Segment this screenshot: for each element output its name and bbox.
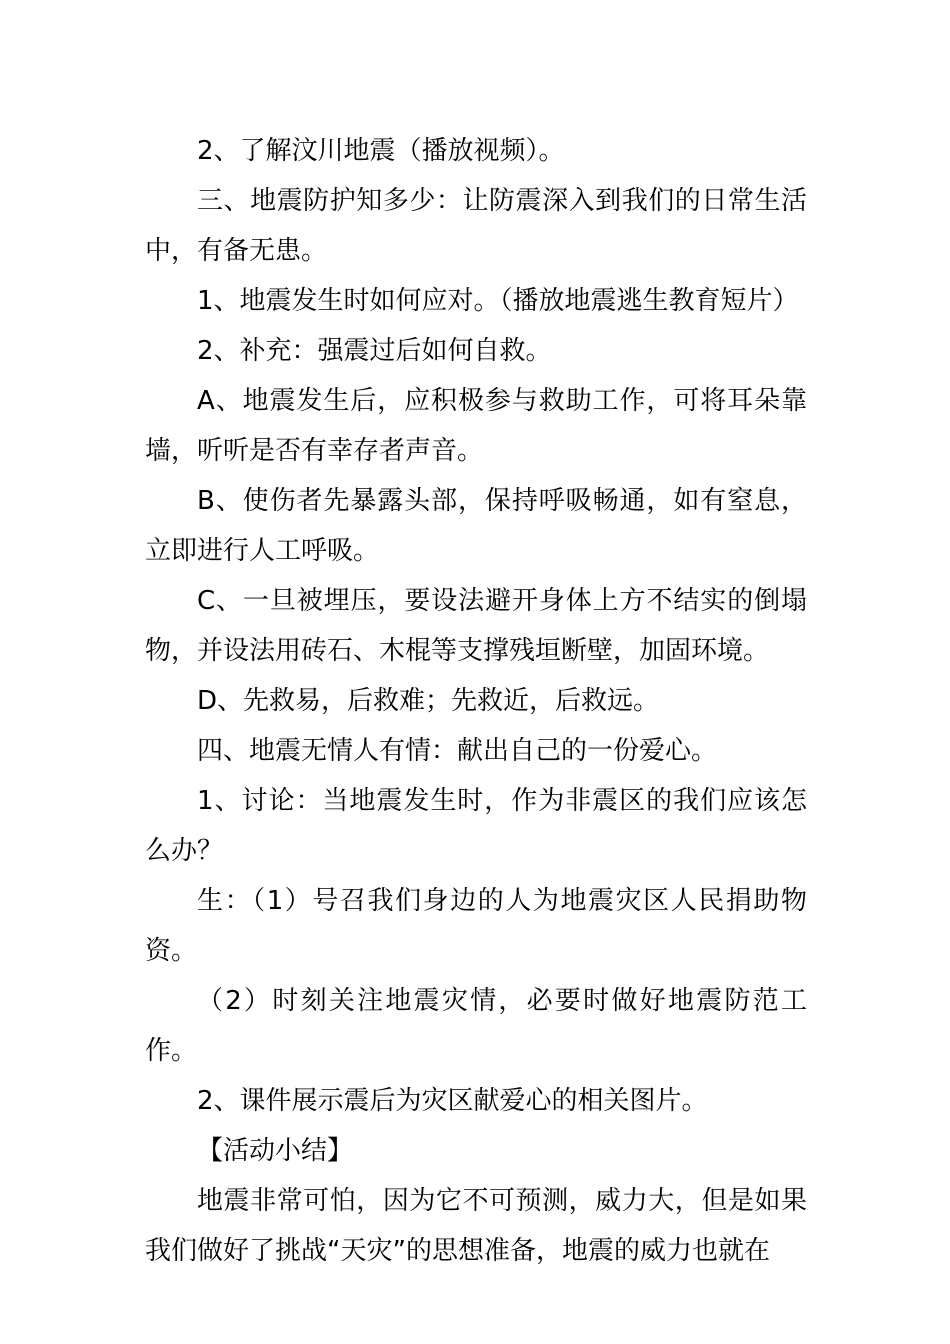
paragraph: 2、课件展示震后为灾区献爱心的相关图片。 xyxy=(197,1086,708,1116)
list-item: C、一旦被埋压，要设法避开身体上方不结实的倒塌物，并设法用砖石、木棍等支撑残垣断壁，加固环境。 xyxy=(145,586,807,666)
paragraph: 1、讨论：当地震发生时，作为非震区的我们应该怎么办？ xyxy=(145,786,807,866)
list-item: B、使伤者先暴露头部，保持呼吸畅通，如有窒息，立即进行人工呼吸。 xyxy=(145,486,807,566)
subsection-heading: 【活动小结】 xyxy=(197,1136,354,1166)
paragraph: 1、地震发生时如何应对。（播放地震逃生教育短片） xyxy=(197,286,799,316)
list-item: D、先救易，后救难；先救近，后救远。 xyxy=(197,686,660,716)
document-body xyxy=(145,126,807,1276)
section-heading: 三、地震防护知多少：让防震深入到我们的日常生活中，有备无患。 xyxy=(145,186,807,266)
paragraph: 生：（1）号召我们身边的人为地震灾区人民捐助物资。 xyxy=(145,886,807,966)
list-item: A、地震发生后，应积极参与救助工作，可将耳朵靠墙，听听是否有幸存者声音。 xyxy=(145,386,807,466)
paragraph: 地震非常可怕，因为它不可预测，威力大，但是如果我们做好了挑战“天灾”的思想准备，地震的威力也就在 xyxy=(145,1186,807,1266)
paragraph: 2、了解汶川地震（播放视频）。 xyxy=(197,136,565,166)
paragraph: 2、补充：强震过后如何自救。 xyxy=(197,336,552,366)
paragraph: （2）时刻关注地震灾情，必要时做好地震防范工作。 xyxy=(145,986,807,1066)
section-heading: 四、地震无情人有情：献出自己的一份爱心。 xyxy=(197,736,718,766)
